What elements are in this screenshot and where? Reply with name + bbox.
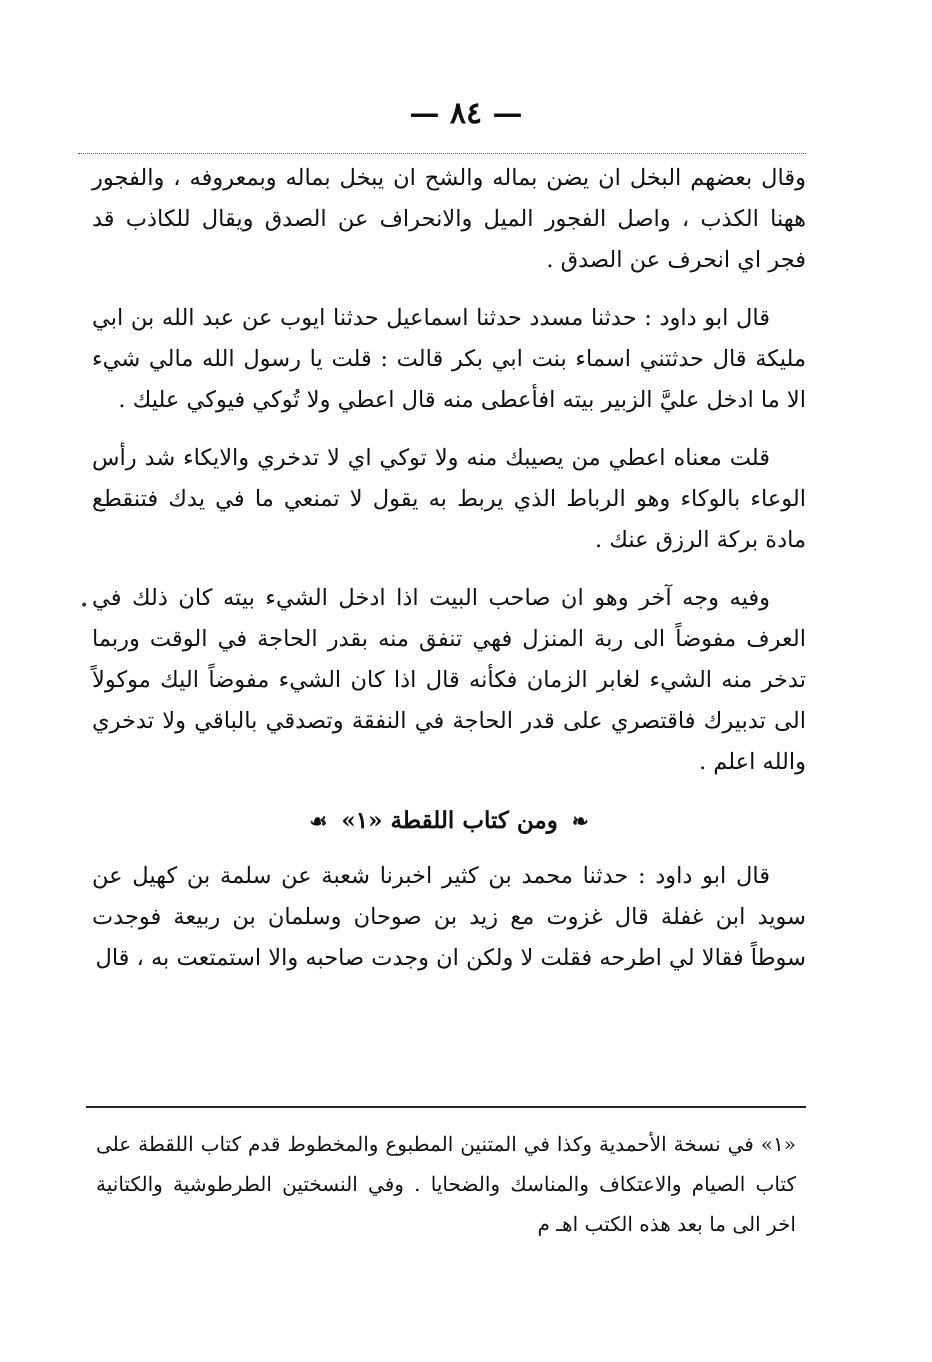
paragraph-another-view: وفيه وجه آخر وهو ان صاحب البيت اذا ادخل الشيء بيته كان ذلك في العرف مفوضاً الى ربة المنزل فهي تنفق منه بقدر الحاجة في الوقت وربما تدخر منه الشيء لغابر الزمان فكأنه قال اذا كان الشيء مفوضاً اليك موكولاً الى تدبيرك فاقتصري على قدر الحاجة في النفقة وتصدقي بالباقي ولا تدخري والله اعلم . xyxy=(92,585,806,775)
ornament-left-icon: ☙ xyxy=(309,809,328,833)
paragraph-miserliness: وقال بعضهم البخل ان يضن بماله والشح ان يبخل بماله وبمعروفه ، والفجور ههنا الكذب ، واصل الفجور الميل والانحراف عن الصدق ويقال للكاذب قد فجر اي انحرف عن الصدق . xyxy=(92,165,806,273)
footnote: «١» في نسخة الأحمدية وكذا في المتنين المطبوع والمخطوط قدم كتاب اللقطة على كتاب الصيام والاعتكاف والمناسك والضحايا . وفي النسختين الطرطوشية والكتانية اخر الى ما بعد هذه الكتب اهـ م xyxy=(96,1132,796,1236)
main-text xyxy=(92,158,806,996)
page-number: — ٨٤ — xyxy=(409,96,523,131)
section-title: ومن كتاب اللقطة «١» xyxy=(341,807,558,834)
header-divider xyxy=(78,153,806,154)
paragraph-lost-property: قال ابو داود : حدثنا محمد بن كثير اخبرنا شعبة عن سلمة بن كهيل عن سويد ابن غفلة قال غزوت مع زيد بن صوحان وسلمان بن ربيعة فوجدت سوطاً فقالا لي اطرحه فقلت لا ولكن ان وجدت صاحبه والا استمتعت به ، قال xyxy=(92,863,806,971)
paragraph-explanation: قلت معناه اعطي من يصيبك منه ولا توكي اي لا تدخري والايكاء شد رأس الوعاء بالوكاء وهو الرباط الذي يربط به يقول لا تمنعي ما في يدك فتنقطع مادة بركة الرزق عنك . xyxy=(92,445,806,553)
footnote-divider xyxy=(86,1106,806,1108)
margin-dot: • xyxy=(80,598,89,614)
ornament-right-icon: ❧ xyxy=(571,809,589,833)
section-heading xyxy=(92,800,806,842)
paragraph-hadith-asma: قال ابو داود : حدثنا مسدد حدثنا اسماعيل حدثنا ايوب عن عبد الله بن ابي مليكة قال حدثتني اسماء بنت ابي بكر قالت : قلت يا رسول الله مالي شيء الا ما ادخل عليَّ الزبير بيته افأعطى منه قال اعطي ولا تُوكي فيوكي عليك . xyxy=(92,305,806,413)
